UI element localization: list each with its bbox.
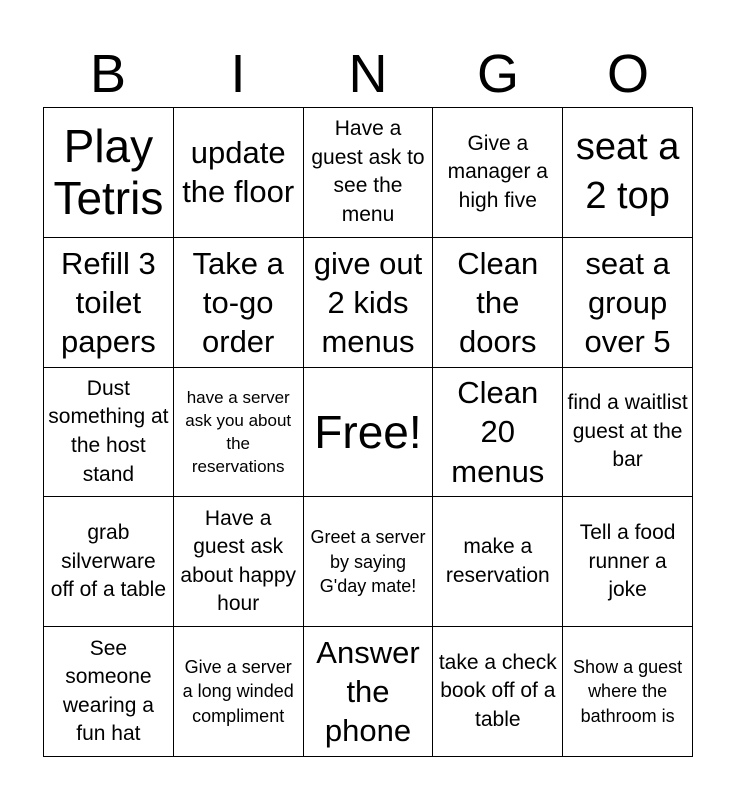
cell-text: Clean 20 menus (451, 375, 545, 489)
cell-text: Greet a server by saying G'day mate! (310, 527, 426, 597)
bingo-cell[interactable] (304, 497, 434, 627)
bingo-cell[interactable] (433, 627, 563, 757)
header-letter-i: I (230, 44, 246, 104)
bingo-cell[interactable] (174, 368, 304, 498)
cell-text: have a server ask you about the reservations (185, 387, 292, 477)
cell-text: Give a server a long winded compliment (182, 656, 294, 726)
free-space-cell[interactable] (304, 368, 434, 498)
bingo-cell[interactable] (174, 238, 304, 368)
header-letter-b: B (89, 44, 127, 104)
bingo-cell[interactable] (174, 627, 304, 757)
cell-text: Tell a food runner a joke (579, 520, 676, 602)
cell-text: Answer the phone (316, 635, 420, 749)
cell-text: find a waitlist guest at the bar (567, 391, 688, 472)
bingo-header (43, 40, 693, 108)
cell-text: See someone wearing a fun hat (62, 636, 154, 746)
cell-text: Clean the doors (457, 245, 539, 359)
bingo-cell[interactable] (563, 497, 693, 627)
cell-text: Have a guest ask to see the menu (311, 117, 425, 226)
cell-text: Dust something at the host stand (48, 376, 169, 486)
cell-text: give out 2 kids menus (313, 245, 423, 359)
cell-text: take a check book off of a table (438, 650, 557, 731)
header-letter-o: O (606, 44, 649, 104)
cell-text: Show a guest where the bathroom is (573, 656, 683, 726)
cell-text: seat a group over 5 (584, 245, 671, 359)
cell-text: grab silverware off of a table (50, 520, 166, 602)
bingo-cell[interactable] (44, 238, 174, 368)
bingo-cell[interactable] (304, 238, 434, 368)
bingo-cell[interactable] (433, 368, 563, 498)
bingo-cell[interactable] (433, 497, 563, 627)
bingo-cell[interactable] (563, 108, 693, 238)
bingo-cell[interactable] (433, 238, 563, 368)
cell-text: update the floor (182, 135, 295, 210)
free-space-text: Free! (314, 405, 422, 458)
bingo-cell[interactable] (44, 368, 174, 498)
cell-text: Have a guest ask about happy hour (180, 506, 296, 616)
bingo-cell[interactable] (174, 497, 304, 627)
cell-text: Play Tetris (53, 119, 164, 225)
bingo-grid (43, 107, 693, 757)
bingo-cell[interactable] (433, 108, 563, 238)
bingo-cell[interactable] (44, 108, 174, 238)
cell-text: Take a to-go order (192, 245, 284, 359)
cell-text: Refill 3 toilet papers (61, 245, 156, 359)
cell-text: seat a 2 top (575, 126, 680, 218)
bingo-cell[interactable] (563, 627, 693, 757)
bingo-cell[interactable] (174, 108, 304, 238)
bingo-cell[interactable] (304, 627, 434, 757)
bingo-cell[interactable] (563, 368, 693, 498)
cell-text: make a reservation (445, 535, 550, 587)
cell-text: Give a manager a high five (447, 131, 548, 212)
bingo-cell[interactable] (44, 497, 174, 627)
bingo-cell[interactable] (563, 238, 693, 368)
bingo-cell[interactable] (304, 108, 434, 238)
header-letter-g: G (476, 44, 519, 104)
header-letter-n: N (348, 44, 388, 104)
bingo-cell[interactable] (44, 627, 174, 757)
